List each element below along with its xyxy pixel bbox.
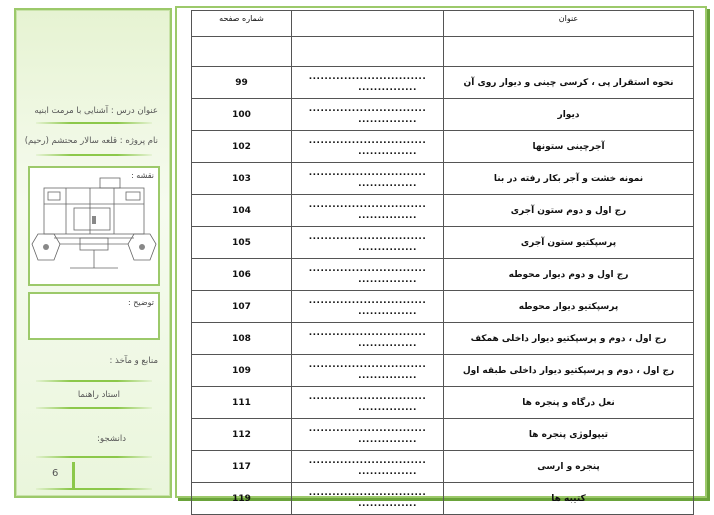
divider [36, 380, 152, 382]
floor-plan-drawing [30, 168, 158, 284]
row-title: پرسپکتیو ستون آجری [444, 227, 694, 259]
row-dots [292, 259, 444, 291]
plan-box [28, 166, 160, 286]
row-dots [292, 355, 444, 387]
row-page-number: 108 [192, 323, 292, 355]
table-row [192, 387, 694, 419]
dots-line: ............... [358, 146, 417, 157]
info-sidebar [14, 8, 172, 498]
header-title: عنوان [444, 11, 694, 37]
dots-line: ............... [358, 402, 417, 413]
row-title: آجرچینی ستونها [444, 131, 694, 163]
divider [36, 488, 152, 490]
table-row [192, 355, 694, 387]
row-dots [292, 291, 444, 323]
description-label: توضیح : [128, 298, 154, 307]
table-of-contents [191, 10, 694, 515]
table-row [192, 195, 694, 227]
table-row [192, 291, 694, 323]
dots-line: .............................. [308, 231, 427, 242]
row-title: نحوه استقرار پی ، کرسی چینی و دیوار روی آن [444, 67, 694, 99]
project-name: نام پروژه : قلعه سالار محتشم (رحیم) [24, 136, 158, 146]
row-page-number: 109 [192, 355, 292, 387]
description-box [28, 292, 160, 340]
row-page-number: 106 [192, 259, 292, 291]
dots-line: ............... [358, 242, 417, 253]
row-page-number: 105 [192, 227, 292, 259]
dots-line: .............................. [308, 487, 427, 498]
row-title: تیپولوژی پنجره ها [444, 419, 694, 451]
row-dots [292, 387, 444, 419]
student-label: دانشجو: [97, 434, 126, 444]
row-page-number: 117 [192, 451, 292, 483]
row-title: رج اول و دوم ستون آجری [444, 195, 694, 227]
table-row [192, 99, 694, 131]
header-page-number: شماره صفحه [192, 11, 292, 37]
table-row [192, 419, 694, 451]
dots-line: .............................. [308, 327, 427, 338]
dots-line: .............................. [308, 167, 427, 178]
table-row [192, 227, 694, 259]
dots-line: ............... [358, 498, 417, 509]
row-page-number: 112 [192, 419, 292, 451]
dots-line: .............................. [308, 199, 427, 210]
row-title: پنجره و ارسی [444, 451, 694, 483]
row-title: دیوار [444, 99, 694, 131]
dots-line: .............................. [308, 295, 427, 306]
dots-line: ............... [358, 466, 417, 477]
toc-panel [175, 6, 707, 509]
row-page-number: 104 [192, 195, 292, 227]
table-row [192, 163, 694, 195]
divider [36, 154, 152, 156]
table-row [192, 259, 694, 291]
dots-line: ............... [358, 114, 417, 125]
row-title: نمونه خشت و آجر بکار رفته در بنا [444, 163, 694, 195]
row-dots [292, 131, 444, 163]
table-row [192, 451, 694, 483]
table-row-blank [192, 37, 694, 67]
row-title: پرسپکتیو دیوار محوطه [444, 291, 694, 323]
dots-line: .............................. [308, 71, 427, 82]
row-page-number: 111 [192, 387, 292, 419]
row-dots [292, 227, 444, 259]
dots-line: ............... [358, 306, 417, 317]
divider [36, 122, 152, 124]
row-dots [292, 99, 444, 131]
row-title: کتیبه ها [444, 483, 694, 515]
row-page-number: 107 [192, 291, 292, 323]
dots-line: ............... [358, 370, 417, 381]
divider [36, 456, 152, 458]
dots-line: ............... [358, 338, 417, 349]
page-number: 6 [52, 468, 59, 479]
sources-label: منابع و مآخذ : [109, 356, 158, 366]
plan-label: نقشه : [131, 171, 154, 180]
table-row [192, 67, 694, 99]
row-page-number: 103 [192, 163, 292, 195]
dots-line: ............... [358, 178, 417, 189]
dots-line: .............................. [308, 359, 427, 370]
row-page-number: 119 [192, 483, 292, 515]
table-row [192, 131, 694, 163]
instructor-label: استاد راهنما [77, 390, 120, 400]
dots-line: ............... [358, 434, 417, 445]
row-dots [292, 451, 444, 483]
row-dots [292, 195, 444, 227]
row-page-number: 99 [192, 67, 292, 99]
row-page-number: 102 [192, 131, 292, 163]
dots-line: .............................. [308, 455, 427, 466]
row-title: نعل درگاه و پنجره ها [444, 387, 694, 419]
dots-line: .............................. [308, 263, 427, 274]
row-title: رج اول و دوم دیوار محوطه [444, 259, 694, 291]
dots-line: .............................. [308, 103, 427, 114]
dots-line: ............... [358, 210, 417, 221]
row-dots [292, 67, 444, 99]
row-dots [292, 163, 444, 195]
row-dots [292, 419, 444, 451]
table-row [192, 483, 694, 515]
header-empty [292, 11, 444, 37]
row-title: رج اول ، دوم و پرسپکتیو دیوار داخلی همکف [444, 323, 694, 355]
dots-line: ............... [358, 82, 417, 93]
dots-line: .............................. [308, 391, 427, 402]
course-title: عنوان درس : آشنایی با مرمت ابنیه [34, 106, 158, 116]
row-dots [292, 483, 444, 515]
dots-line: ............... [358, 274, 417, 285]
dots-line: .............................. [308, 423, 427, 434]
page-marker [72, 462, 75, 490]
row-title: رج اول ، دوم و پرسپکتیو دیوار داخلی طبقه اول [444, 355, 694, 387]
row-dots [292, 323, 444, 355]
row-page-number: 100 [192, 99, 292, 131]
dots-line: .............................. [308, 135, 427, 146]
table-header [192, 11, 694, 37]
divider [36, 407, 152, 409]
table-row [192, 323, 694, 355]
